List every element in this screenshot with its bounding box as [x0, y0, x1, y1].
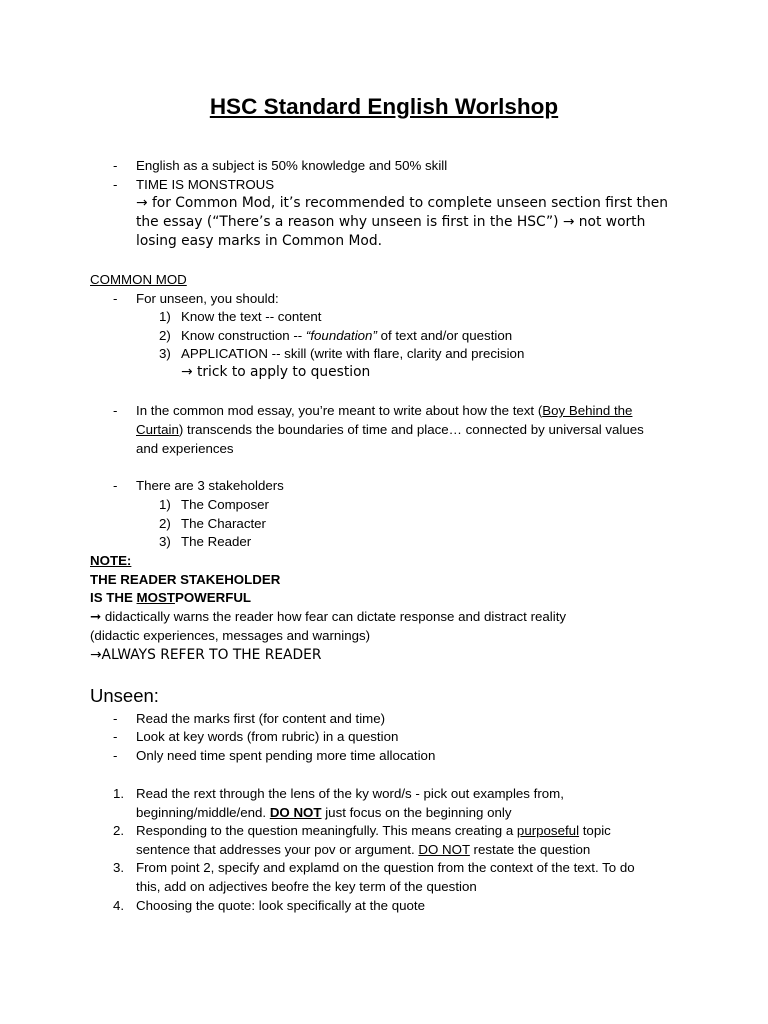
point-4-line-1: Choosing the quote: look specifically at the quote — [136, 898, 426, 913]
intro-bullet-1: English as a subject is 50% knowledge and 50% skill — [136, 158, 448, 173]
stakeholder-composer: The Composer — [181, 497, 269, 512]
unseen-intro: For unseen, you should: — [136, 291, 279, 306]
bullet-dash: - — [113, 711, 118, 726]
bullet-dash: - — [113, 748, 118, 763]
point-2-line-2: sentence that addresses your pov or argument. DO NOT restate the question — [136, 842, 591, 857]
bullet-dash: - — [113, 403, 118, 418]
bullet-dash: - — [113, 177, 118, 192]
step-number: 1) — [159, 309, 171, 324]
common-mod-heading: COMMON MOD — [90, 272, 187, 287]
stakeholders-intro: There are 3 stakeholders — [136, 478, 284, 493]
list-number: 1. — [113, 786, 125, 801]
didactic-line-1: ➞ didactically warns the reader how fear can dictate response and distract reality — [90, 609, 567, 624]
step-2: Know construction -- “foundation” of text and/or question — [181, 328, 513, 343]
point-3-line-2: this, add on adjectives beofre the key term of the question — [136, 879, 477, 894]
unseen-bullet-1: Read the marks first (for content and time) — [136, 711, 386, 726]
list-number: 4. — [113, 898, 125, 913]
intro-note-line-2: the essay (“There’s a reason why unseen is first in the HSC”) → not worth — [136, 214, 646, 230]
essay-line-3: and experiences — [136, 441, 234, 456]
essay-line-1: In the common mod essay, you’re meant to write about how the text (Boy Behind the — [136, 403, 633, 418]
point-1-line-2: beginning/middle/end. DO NOT just focus on the beginning only — [136, 805, 512, 820]
bullet-dash: - — [113, 158, 118, 173]
intro-note-line-3: losing easy marks in Common Mod. — [136, 233, 382, 249]
trick-note: → trick to apply to question — [181, 364, 371, 380]
text-title-link: Boy Behind the — [542, 403, 633, 418]
essay-line-2: Curtain) transcends the boundaries of time and place… connected by universal values — [136, 422, 644, 437]
list-number: 2. — [113, 823, 125, 838]
stakeholder-number: 3) — [159, 534, 171, 549]
stakeholder-character: The Character — [181, 516, 266, 531]
didactic-line-2: (didactic experiences, messages and warnings) — [90, 628, 371, 643]
text-title-link: Curtain — [136, 422, 179, 437]
stakeholder-reader: The Reader — [181, 534, 252, 549]
bullet-dash: - — [113, 478, 118, 493]
step-number: 3) — [159, 346, 171, 361]
unseen-bullet-2: Look at key words (from rubric) in a question — [136, 729, 399, 744]
note-label: NOTE: — [90, 553, 132, 568]
bullet-dash: - — [113, 291, 118, 306]
unseen-heading: Unseen: — [90, 685, 159, 706]
note-line-2: IS THE MOSTPOWERFUL — [90, 590, 252, 605]
document-title: HSC Standard English Worlshop — [209, 94, 559, 119]
bullet-dash: - — [113, 729, 118, 744]
point-3-line-1: From point 2, specify and explamd on the question from the context of the text. To do — [136, 860, 635, 875]
step-3: APPLICATION -- skill (write with flare, clarity and precision — [181, 346, 525, 361]
stakeholder-number: 2) — [159, 516, 171, 531]
unseen-bullet-3: Only need time spent pending more time allocation — [136, 748, 436, 763]
intro-note-line-1: → for Common Mod, it’s recommended to complete unseen section first then — [136, 195, 668, 211]
list-number: 3. — [113, 860, 125, 875]
intro-bullet-2: TIME IS MONSTROUS — [136, 177, 275, 192]
point-1-line-1: Read the rext through the lens of the ky word/s - pick out examples from, — [136, 786, 564, 801]
note-line-1: THE READER STAKEHOLDER — [90, 572, 281, 587]
step-number: 2) — [159, 328, 171, 343]
stakeholder-number: 1) — [159, 497, 171, 512]
always-refer-note: →ALWAYS REFER TO THE READER — [90, 647, 322, 663]
step-1: Know the text -- content — [181, 309, 322, 324]
point-2-line-1: Responding to the question meaningfully. This means creating a purposeful topic — [136, 823, 611, 838]
